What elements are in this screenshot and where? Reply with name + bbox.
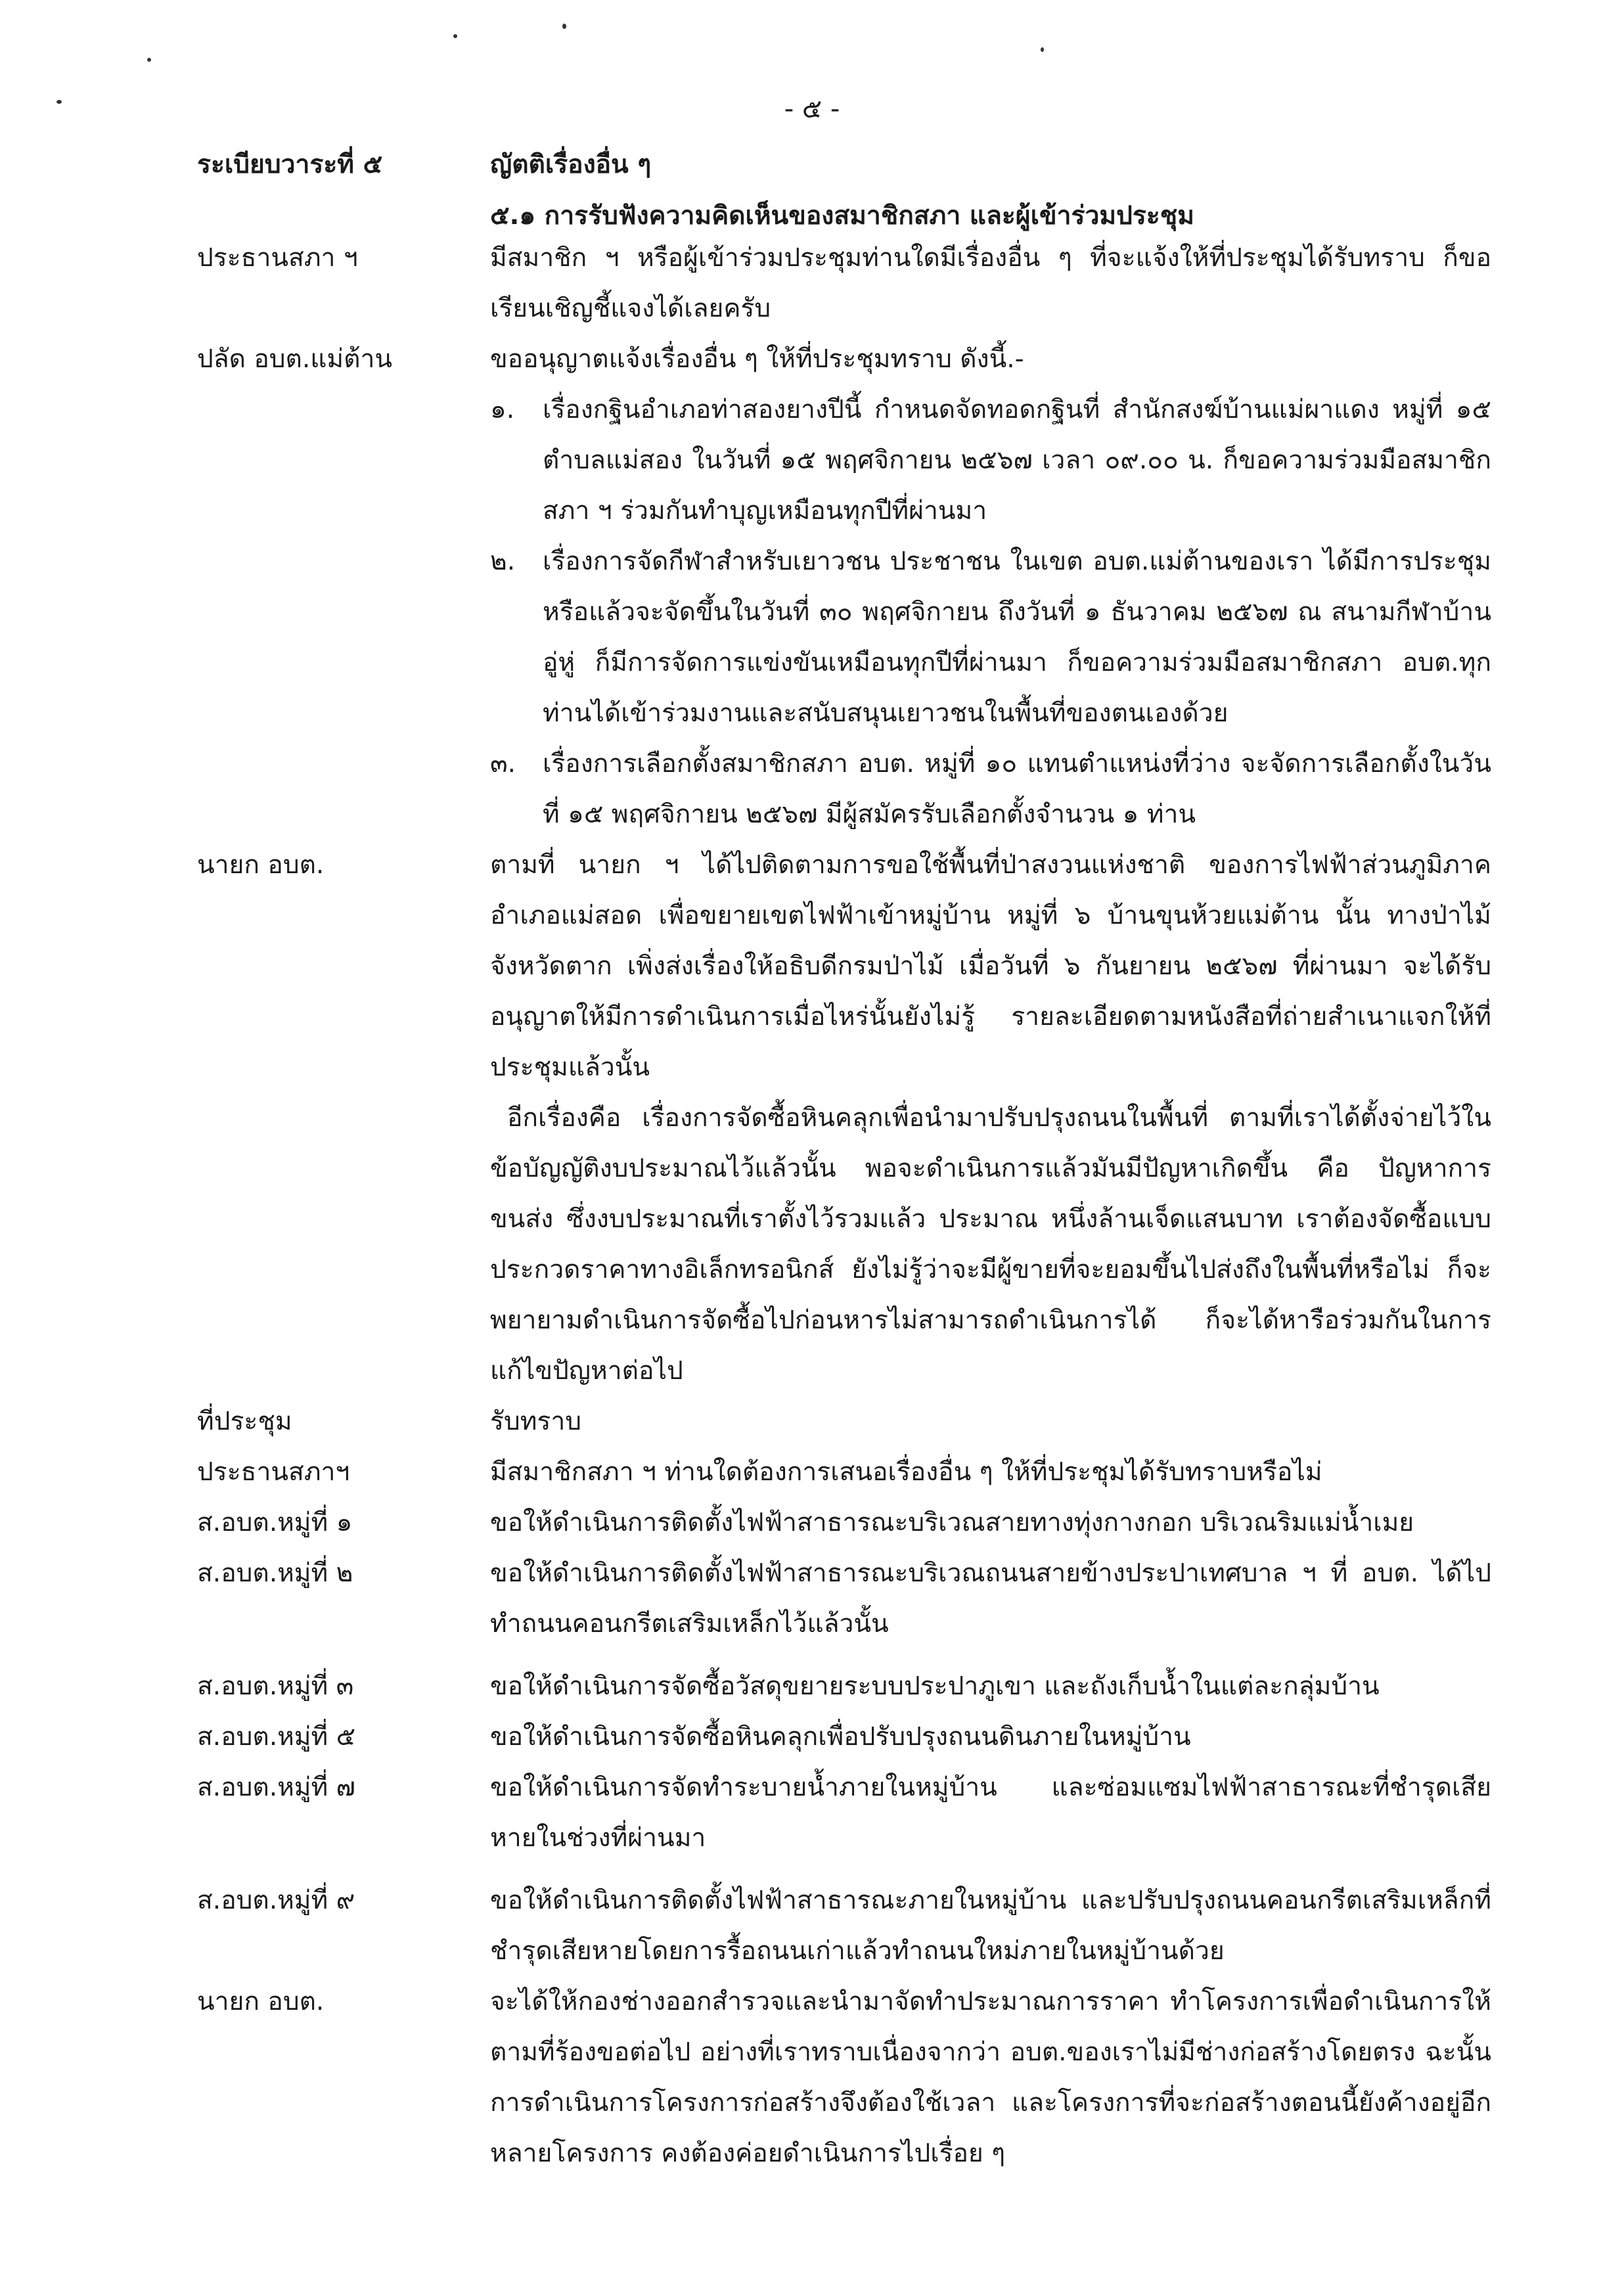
minutes-entry	[197, 1712, 1491, 1762]
minutes-body	[197, 233, 1491, 2179]
minutes-entry	[197, 1661, 1491, 1712]
speaker: ส.อบต.หมู่ที่ ๗	[197, 1773, 355, 1802]
speaker: ประธานสภา ฯ	[197, 243, 358, 273]
minutes-entry	[197, 1875, 1491, 1976]
minutes-entry	[197, 840, 1491, 1396]
speaker: ส.อบต.หมู่ที่ ๑	[197, 1508, 353, 1537]
statement	[490, 1497, 1491, 1548]
statement	[490, 1976, 1491, 2179]
speaker: ที่ประชุม	[197, 1407, 292, 1436]
statement	[490, 1762, 1491, 1863]
statement-paragraph: มีสมาชิก ฯ หรือผู้เข้าร่วมประชุมท่านใดมีเรื่องอื่น ๆ ที่จะแจ้งให้ที่ประชุมได้รับทราบ ก็ขอเรียนเชิญชี้แจงได้เลยครับ	[490, 243, 1491, 323]
speaker: ปลัด อบต.แม่ต้าน	[197, 344, 393, 374]
minutes-entry	[197, 1447, 1491, 1497]
statement	[490, 334, 1491, 840]
minutes-entry	[197, 1548, 1491, 1649]
statement	[490, 1447, 1491, 1497]
numbered-item	[490, 738, 1491, 840]
agenda-number: ระเบียบวาระที่ ๕	[197, 150, 383, 179]
speaker: ส.อบต.หมู่ที่ ๕	[197, 1722, 356, 1752]
agenda-heading	[197, 139, 1511, 242]
item-text: เรื่องกฐินอำเภอท่าสองยางปีนี้ กำหนดจัดทอดกฐินที่ สำนักสงฆ์บ้านแม่ผาแดง หมู่ที่ ๑๕ ตำบลแม่สอง ในวันที่ ๑๕ พฤศจิกายน ๒๕๖๗ เวลา ๐๙.๐๐ น. ก็ขอความร่วมมือสมาชิกสภา ฯ ร่วมกันทำบุญเหมือนทุกปีที่ผ่านมา	[543, 395, 1491, 526]
spacer	[197, 1863, 1491, 1875]
statement-paragraph: ขอให้ดำเนินการติดตั้งไฟฟ้าสาธารณะบริเวณสายทางทุ่งกางกอก บริเวณริมแม่น้ำเมย	[490, 1508, 1414, 1537]
item-number: ๑.	[490, 395, 515, 424]
statement-paragraph: ตามที่ นายก ฯ ได้ไปติดตามการขอใช้พื้นที่ป่าสงวนแห่งชาติ ของการไฟฟ้าส่วนภูมิภาคอำเภอแม่สอด เพื่อขยายเขตไฟฟ้าเข้าหมู่บ้าน หมู่ที่ ๖ บ้านขุนห้วยแม่ต้าน นั้น ทางป่าไม้จังหวัดตาก เพิ่งส่งเรื่องให้อธิบดีกรมป่าไม้ เมื่อวันที่ ๖ กันยายน ๒๕๖๗ ที่ผ่านมา จะได้รับอนุญาตให้มีการดำเนินการเมื่อไหร่นั้นยังไม่รู้ รายละเอียดตามหนังสือที่ถ่ายสำเนาแจกให้ที่ประชุมแล้วนั้น	[490, 850, 1491, 1082]
speaker: ส.อบต.หมู่ที่ ๒	[197, 1558, 353, 1588]
statement-paragraph: ขอให้ดำเนินการจัดทำระบายน้ำภายในหมู่บ้าน และซ่อมแซมไฟฟ้าสาธารณะที่ชำรุดเสียหายในช่วงที่ผ่านมา	[490, 1773, 1491, 1853]
statement	[490, 1548, 1491, 1649]
statement	[490, 1396, 1491, 1447]
statement-intro: ขออนุญาตแจ้งเรื่องอื่น ๆ ให้ที่ประชุมทราบ ดังนี้.-	[490, 344, 1024, 374]
statement	[490, 1875, 1491, 1976]
speaker: ส.อบต.หมู่ที่ ๓	[197, 1671, 354, 1701]
statement	[490, 233, 1491, 334]
minutes-entry	[197, 1396, 1491, 1447]
statement-paragraph: ขอให้ดำเนินการติดตั้งไฟฟ้าสาธารณะภายในหมู่บ้าน และปรับปรุงถนนคอนกรีตเสริมเหล็กที่ชำรุดเสียหายโดยการรื้อถนนเก่าแล้วทำถนนใหม่ภายในหมู่บ้านด้วย	[490, 1886, 1491, 1966]
statement	[490, 1661, 1491, 1712]
statement-paragraph: อีกเรื่องคือ เรื่องการจัดซื้อหินคลุกเพื่อนำมาปรับปรุงถนนในพื้นที่ ตามที่เราได้ตั้งจ่ายไว้ในข้อบัญญัติงบประมาณไว้แล้วนั้น พอจะดำเนินการแล้วมันมีปัญหาเกิดขึ้น คือ ปัญหาการขนส่ง ซึ่งงบประมาณที่เราตั้งไว้รวมแล้ว ประมาณ หนึ่งล้านเจ็ดแสนบาท เราต้องจัดซื้อแบบประกวดราคาทางอิเล็กทรอนิกส์ ยังไม่รู้ว่าจะมีผู้ขายที่จะยอมขึ้นไปส่งถึงในพื้นที่หรือไม่ ก็จะพยายามดำเนินการจัดซื้อไปก่อนหารไม่สามารถดำเนินการได้ ก็จะได้หารือร่วมกันในการแก้ไขปัญหาต่อไป	[490, 1103, 1491, 1386]
scan-speck	[1041, 47, 1044, 52]
spacer	[197, 1649, 1491, 1661]
minutes-entry	[197, 334, 1491, 840]
numbered-item	[490, 384, 1491, 536]
item-number: ๒.	[490, 547, 516, 576]
statement-paragraph: ขอให้ดำเนินการติดตั้งไฟฟ้าสาธารณะบริเวณถนนสายข้างประปาเทศบาล ฯ ที่ อบต. ได้ไปทำถนนคอนกรีตเสริมเหล็กไว้แล้วนั้น	[490, 1558, 1491, 1639]
agenda-subtitle: ๕.๑ การรับฟังความคิดเห็นของสมาชิกสภา และผู้เข้าร่วมประชุม	[490, 201, 1194, 231]
agenda-title: ญัตติเรื่องอื่น ๆ	[490, 150, 652, 179]
minutes-entry	[197, 1497, 1491, 1548]
item-text: เรื่องการจัดกีฬาสำหรับเยาวชน ประชาชน ในเขต อบต.แม่ต้านของเรา ได้มีการประชุมหรือแล้วจะจัดขึ้นในวันที่ ๓๐ พฤศจิกายน ถึงวันที่ ๑ ธันวาคม ๒๕๖๗ ณ สนามกีฬาบ้านอู่หู่ ก็มีการจัดการแข่งขันเหมือนทุกปีที่ผ่านมา ก็ขอความร่วมมือสมาชิกสภา อบต.ทุกท่านได้เข้าร่วมงานและสนับสนุนเยาวชนในพื้นที่ของตนเองด้วย	[543, 547, 1491, 728]
statement-paragraph: ขอให้ดำเนินการจัดซื้อวัสดุขยายระบบประปาภูเขา และถังเก็บน้ำในแต่ละกลุ่มบ้าน	[490, 1671, 1380, 1701]
statement-paragraph: จะได้ให้กองช่างออกสำรวจและนำมาจัดทำประมาณการราคา ทำโครงการเพื่อดำเนินการให้ตามที่ร้องขอต่อไป อย่างที่เราทราบเนื่องจากว่า อบต.ของเราไม่มีช่างก่อสร้างโดยตรง ฉะนั้นการดำเนินการโครงการก่อสร้างจึงต้องใช้เวลา และโครงการที่จะก่อสร้างตอนนี้ยังค้างอยู่อีกหลายโครงการ คงต้องค่อยดำเนินการไปเรื่อย ๆ	[490, 1987, 1491, 2168]
minutes-entry	[197, 1762, 1491, 1863]
statement	[490, 840, 1491, 1396]
scan-speck	[147, 58, 151, 62]
minutes-entry	[197, 233, 1491, 334]
statement-paragraph: รับทราบ	[490, 1407, 582, 1436]
item-text: เรื่องการเลือกตั้งสมาชิกสภา อบต. หมู่ที่ ๑๐ แทนตำแหน่งที่ว่าง จะจัดการเลือกตั้งในวันที่ ๑๕ พฤศจิกายน ๒๕๖๗ มีผู้สมัครรับเลือกตั้งจำนวน ๑ ท่าน	[543, 749, 1491, 829]
scan-speck	[562, 24, 566, 29]
statement-paragraph: ขอให้ดำเนินการจัดซื้อหินคลุกเพื่อปรับปรุงถนนดินภายในหมู่บ้าน	[490, 1722, 1191, 1752]
statement	[490, 1712, 1491, 1762]
item-number: ๓.	[490, 749, 516, 779]
speaker: นายก อบต.	[197, 1987, 325, 2016]
minutes-entry	[197, 1976, 1491, 2179]
statement-paragraph: มีสมาชิกสภา ฯ ท่านใดต้องการเสนอเรื่องอื่น ๆ ให้ที่ประชุมได้รับทราบหรือไม่	[490, 1457, 1322, 1487]
speaker: ประธานสภาฯ	[197, 1457, 350, 1487]
speaker: ส.อบต.หมู่ที่ ๙	[197, 1886, 355, 1915]
page-number: - ๕ -	[784, 94, 840, 124]
scan-speck	[453, 34, 457, 38]
numbered-item	[490, 536, 1491, 738]
speaker: นายก อบต.	[197, 850, 325, 880]
